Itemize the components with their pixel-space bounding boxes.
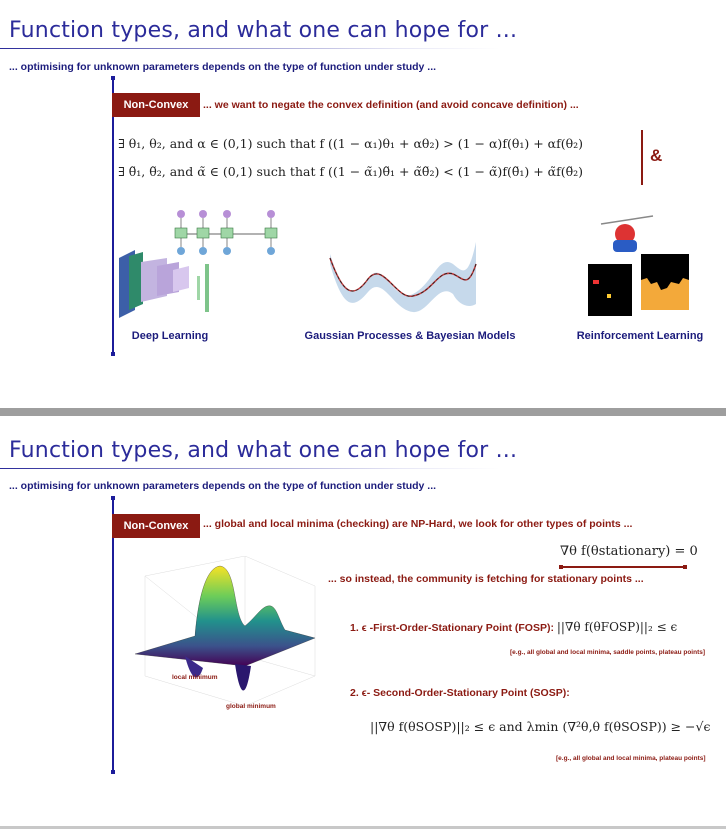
slide-1 (0, 0, 726, 408)
sosp-label: 2. ϵ- Second-Order-Stationary Point (SOSP): (350, 687, 570, 699)
caption-deep-learning: Deep Learning (131, 330, 209, 342)
cnn-diagram (119, 250, 209, 318)
title-rule (0, 468, 500, 469)
slide-2 (0, 416, 726, 829)
equation-convex-negation: ∃ θ₁, θ₂, and α ∈ (0,1) such that f ((1 − α₁)θ₁ + αθ₂) > (1 − α)f(θ₁) + αf(θ₂) (118, 136, 584, 151)
negate-note: ... we want to negate the convex definition (and avoid concave definition) ... (203, 99, 579, 111)
bracket (641, 130, 643, 185)
deep-learning-illustration (117, 206, 287, 322)
fosp-item (350, 620, 677, 634)
stationary-equation: ∇θ f(θstationary) = 0 (560, 544, 698, 559)
local-minimum-label: local minimum (172, 674, 218, 681)
title-rule (0, 48, 500, 49)
slide-divider (0, 408, 726, 416)
non-convex-badge: Non-Convex (112, 93, 200, 117)
fosp-examples: [e.g., all global and local minima, saddle points, plateau points] (510, 649, 706, 656)
slide-subtitle: ... optimising for unknown parameters depends on the type of function under study ... (9, 480, 437, 492)
non-convex-badge: Non-Convex (112, 514, 200, 538)
gaussian-process-illustration (328, 234, 478, 316)
non-convex-surface-plot (125, 556, 325, 716)
sosp-examples: [e.g., all global and local minima, plateau points] (556, 755, 706, 762)
stationary-note: ... so instead, the community is fetching for stationary points ... (328, 573, 644, 585)
vertical-rule (112, 498, 114, 772)
equation-concave-negation: ∃ θ̃₁, θ̃₂, and α̃ ∈ (0,1) such that f ((1 − α̃₁)θ̃₁ + α̃θ̃₂) < (1 − α̃)f(θ̃₁) + α̃f(θ̃₂) (118, 164, 584, 179)
caption-reinforcement-learning: Reinforcement Learning (576, 330, 704, 342)
stationary-underline (560, 566, 686, 568)
reinforcement-learning-illustration (587, 210, 697, 320)
caption-gaussian-processes: Gaussian Processes & Bayesian Models (304, 330, 516, 342)
rnn-diagram (175, 210, 277, 255)
slide-subtitle: ... optimising for unknown parameters depends on the type of function under study ... (9, 61, 437, 73)
sosp-equation: ||∇θ f(θSOSP)||₂ ≤ ϵ and λmin (∇²θ,θ f(θSOSP)) ≥ −√ϵ (370, 719, 711, 734)
fosp-label: 1. ϵ -First-Order-Stationary Point (FOSP): (350, 622, 554, 634)
vertical-rule (112, 78, 114, 354)
fosp-equation: ||∇θ f(θFOSP)||₂ ≤ ϵ (556, 620, 678, 634)
slide-title: Function types, and what one can hope for ... (9, 438, 518, 463)
np-hard-note: ... global and local minima (checking) are NP-Hard, we look for other types of points ... (203, 518, 633, 530)
slide-title: Function types, and what one can hope for ... (9, 18, 518, 43)
global-minimum-label: global minimum (226, 703, 276, 710)
ampersand: & (650, 146, 663, 165)
